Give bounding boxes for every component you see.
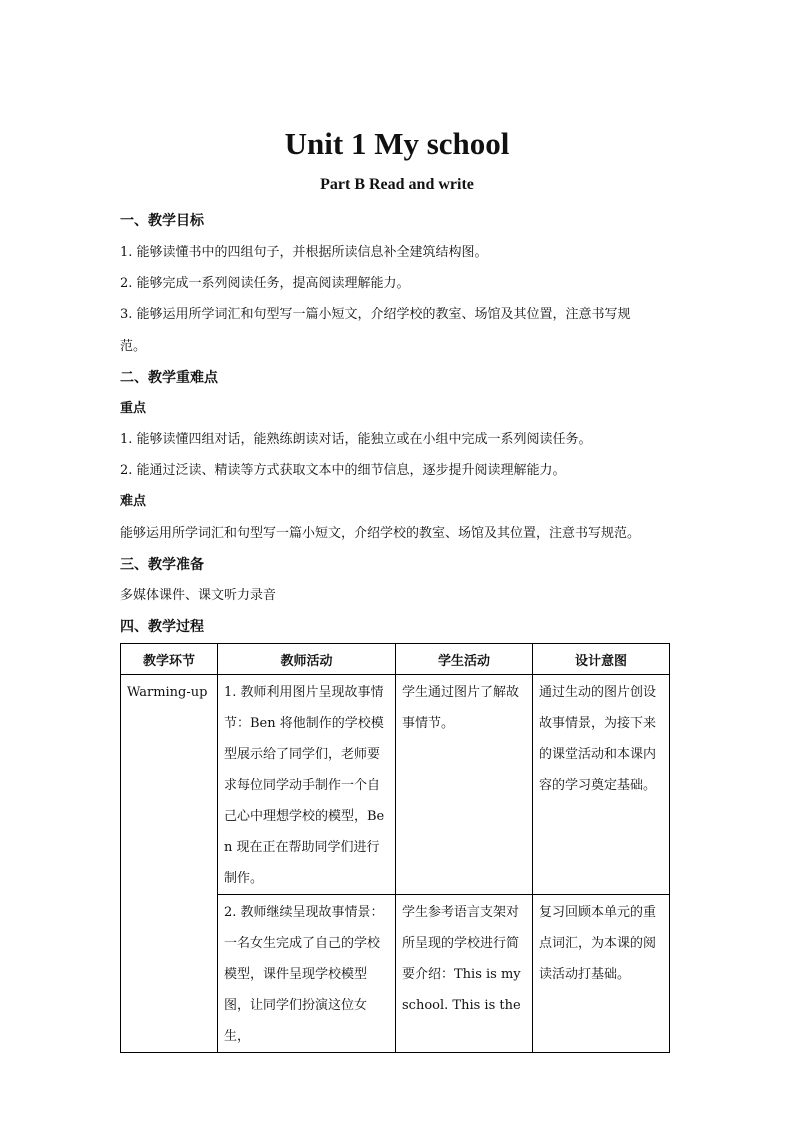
- goal-item-3-cont: 范。: [120, 339, 147, 354]
- cell-student-activity: 学生通过图片了解故事情节。: [396, 675, 533, 895]
- teaching-process-table: [120, 643, 670, 1053]
- cell-student-activity: 学生参考语言支架对所呈现的学校进行简要介绍：This is my school. This is the: [396, 895, 533, 1053]
- page-subtitle: Part B Read and write: [320, 176, 474, 193]
- page-title: Unit 1 My school: [284, 126, 510, 161]
- difficult-item-1: 能够运用所学词汇和句型写一篇小短文，介绍学校的教室、场馆及其位置，注意书写规范。: [120, 526, 641, 541]
- key-label: 重点: [120, 401, 147, 416]
- goal-item-2: 2. 能够完成一系列阅读任务，提高阅读理解能力。: [120, 276, 410, 291]
- cell-design-purpose: 通过生动的图片创设故事情景，为接下来的课堂活动和本课内容的学习奠定基础。: [533, 675, 670, 895]
- key-item-2: 2. 能通过泛读、精读等方式获取文本中的细节信息，逐步提升阅读理解能力。: [120, 463, 566, 478]
- goal-item-1: 1. 能够读懂书中的四组句子，并根据所读信息补全建筑结构图。: [120, 245, 488, 260]
- goal-item-3: 3. 能够运用所学词汇和句型写一篇小短文，介绍学校的教室、场馆及其位置，注意书写规: [120, 307, 631, 322]
- table-header-purpose: 设计意图: [533, 644, 670, 675]
- table-row: [121, 675, 670, 895]
- cell-teacher-activity: 2. 教师继续呈现故事情景：一名女生完成了自己的学校模型，课件呈现学校模型图，让同学们扮演这位女生，: [218, 895, 396, 1053]
- cell-design-purpose: 复习回顾本单元的重点词汇，为本课的阅读活动打基础。: [533, 895, 670, 1053]
- table-header-teacher: 教师活动: [218, 644, 396, 675]
- key-item-1: 1. 能够读懂四组对话，能熟练朗读对话，能独立或在小组中完成一系列阅读任务。: [120, 432, 592, 447]
- section-heading-goals: 一、教学目标: [120, 213, 204, 229]
- table-header-stage: 教学环节: [121, 644, 218, 675]
- section-heading-process: 四、教学过程: [120, 619, 204, 635]
- difficult-label: 难点: [120, 494, 147, 509]
- cell-stage: Warming-up: [121, 675, 218, 1053]
- section-heading-keypoints: 二、教学重难点: [120, 370, 218, 386]
- cell-teacher-activity: 1. 教师利用图片呈现故事情节：Ben 将他制作的学校模型展示给了同学们，老师要求每位同学动手制作一个自己心中理想学校的模型，Ben 现在正在帮助同学们进行制作。: [218, 675, 396, 895]
- prep-item-1: 多媒体课件、课文听力录音: [120, 588, 277, 603]
- section-heading-prep: 三、教学准备: [120, 557, 204, 573]
- table-header-row: [121, 644, 670, 675]
- table-header-student: 学生活动: [396, 644, 533, 675]
